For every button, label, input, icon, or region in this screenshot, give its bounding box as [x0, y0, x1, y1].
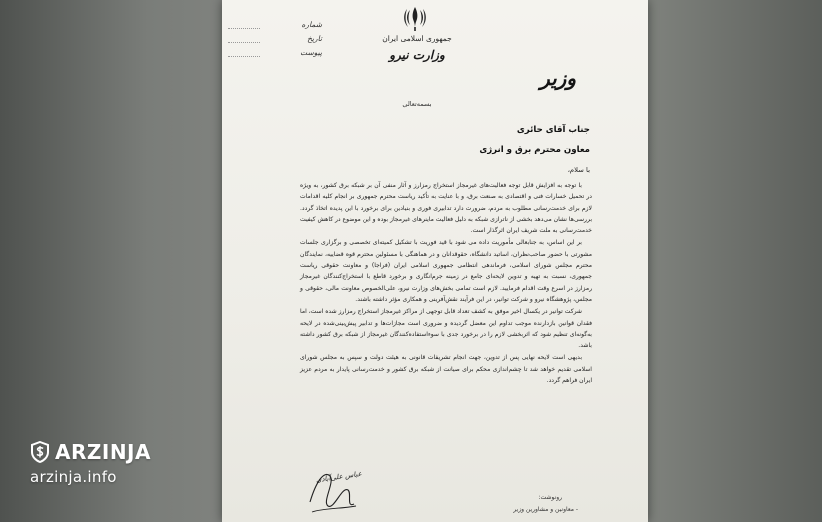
addressee-name: جناب آقای حائری	[516, 125, 590, 135]
watermark	[30, 440, 170, 486]
signature-name: عباس علی‌آبادی	[315, 469, 363, 485]
greeting: با سلام،	[567, 166, 590, 174]
ministry-title: وزارت نیرو	[389, 48, 445, 62]
attachment-field-label: پیوست	[262, 46, 322, 60]
date-field-label: تاریخ	[262, 32, 322, 46]
body-paragraph: با توجه به افزایش قابل توجه فعالیت‌های غیرمجاز استخراج رمزارز و آثار منفی آن بر شبکه برق کشور، به ویژه در تحمیل خسارات فنی و اقتصادی به صنعت برق، و با عنایت به تأکید ریاست محترم جمهوری بر انجام کلیه اقدامات لازم برای خدمت‌رسانی مطلوب به مردم، ضرورت دارد تدابیری فوری و بنیادین برای برخورد با این پدیده اتخاذ گردد. بررسی‌ها نشان می‌دهد بخشی از ناترازی شبکه به دلیل فعالیت ماینرهای غیرمجاز بوده و این موضوع در کاهش کیفیت خدمت‌رسانی به ملت شریف ایران اثرگذار است.	[300, 182, 592, 235]
bismillah: بسمه‌تعالی	[402, 100, 432, 108]
watermark-site: arzinja.info	[30, 468, 117, 486]
letter-page	[222, 0, 648, 522]
cc-recipient: - معاونین و مشاورین وزیر	[513, 506, 578, 513]
emblem-icon	[403, 6, 427, 32]
body-paragraph: بدیهی است لایحه نهایی پس از تدوین، جهت انجام تشریفات قانونی به هیئت دولت و سپس به مجلس شورای اسلامی تقدیم خواهد شد تا چشم‌اندازی محکم برای صیانت از شبکه برق کشور و خدمت‌رسانی پایدار به مردم عزیز ایران فراهم گردد.	[300, 354, 592, 385]
letter-body	[300, 180, 592, 387]
addressee-block	[390, 120, 590, 160]
cc-label: رونوشت:	[538, 494, 562, 501]
dollar-shield-icon	[30, 441, 50, 463]
body-paragraph: بر این اساس، به جنابعالی مأموریت داده می شود با قید فوریت با تشکیل کمیته‌ای تخصصی و برگزاری جلسات مشورتی با حضور صاحب‌نظران، اساتید دانشگاه، حقوقدانان و در هماهنگی با مسئولین محترم قوه قضاییه، نمایندگان محترم مجلس شورای اسلامی، فرماندهی انتظامی جمهوری اسلامی ایران (فراجا) و معاونت حقوقی ریاست جمهوری، نسبت به تهیه و تدوین لایحه‌ای جامع در زمینه جرم‌انگاری و برخورد قاطع با استخراج‌کنندگان غیرمجاز رمزارز در اسرع وقت اقدام فرمایید. لازم است تمامی بخش‌های وزارت نیرو، علی‌الخصوص معاونت مالی، حقوقی و مجلس، پژوهشگاه نیرو و شرکت توانیر، در این فرآیند نقش‌آفرینی و همکاری مؤثر داشته باشند.	[300, 239, 592, 303]
minister-heading: وزیر	[540, 66, 576, 90]
reference-fields	[262, 18, 322, 60]
addressee-title: معاون محترم برق و انرژی	[479, 145, 590, 155]
republic-title: جمهوری اسلامی ایران	[382, 34, 452, 43]
body-paragraph: شرکت توانیر در یکسال اخیر موفق به کشف تعداد قابل توجهی از مراکز غیرمجاز استخراج رمزارز شده است، اما فقدان قوانین بازدارنده موجب تداوم این معضل گردیده و ضروری است مجازات‌ها و تدابیر پیش‌بینی‌شده در لایحه به‌گونه‌ای تنظیم شود که اثربخشی لازم را در برخورد جدی با سوءاستفاده‌کنندگان غیرمجاز از شبکه برق کشور داشته باشد.	[300, 308, 592, 350]
number-field-label: شماره	[262, 18, 322, 32]
watermark-brand: ARZINJA	[55, 440, 151, 464]
